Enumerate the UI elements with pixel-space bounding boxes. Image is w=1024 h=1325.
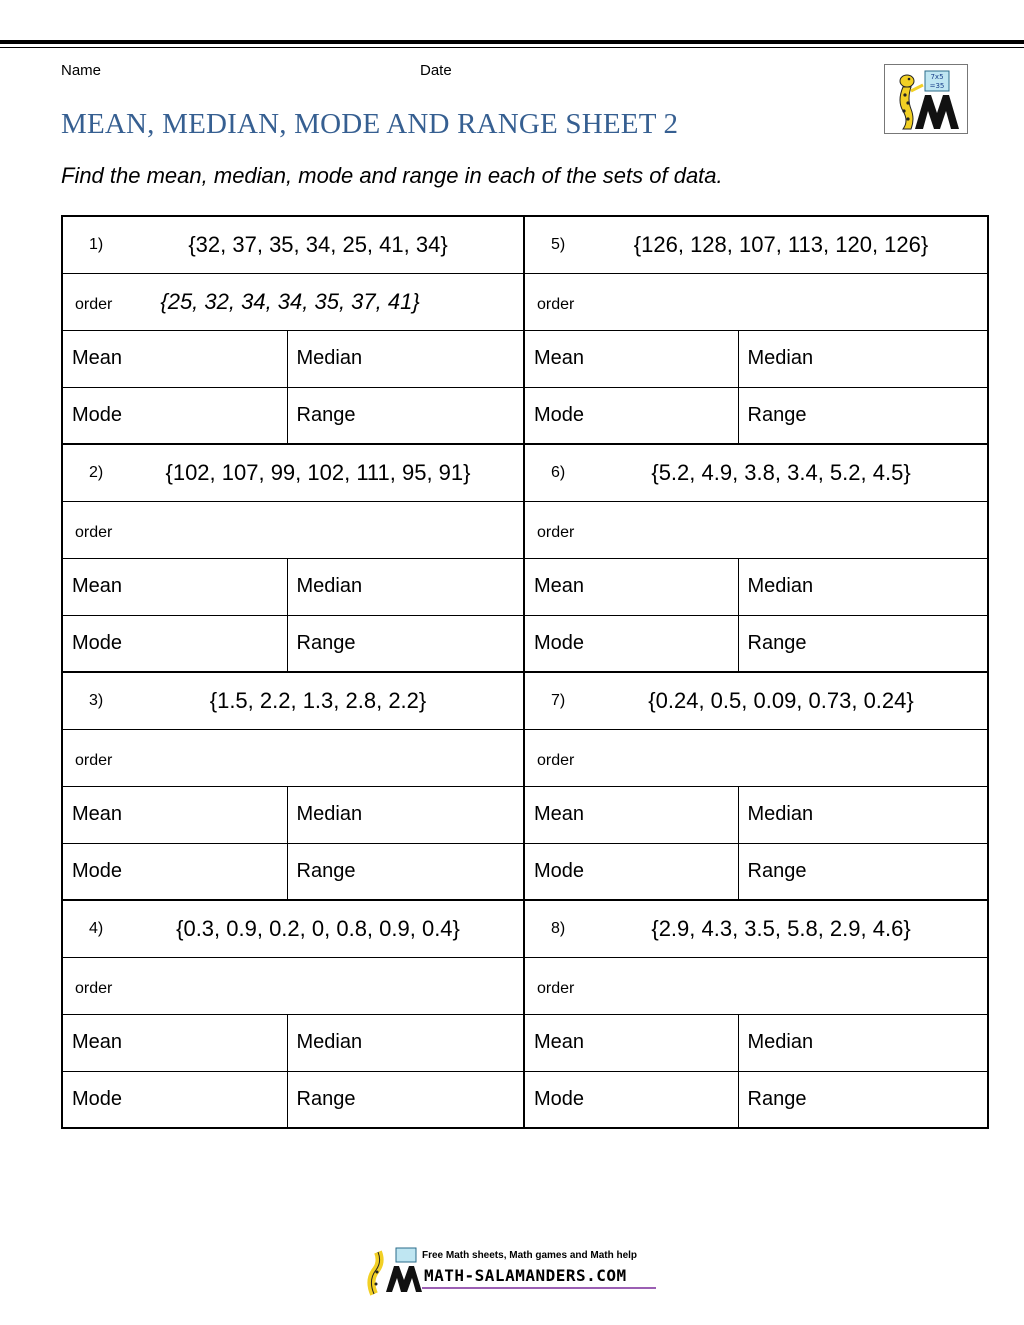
mean-label: Mean <box>72 347 123 369</box>
mode-label: Mode <box>534 1087 585 1110</box>
problem-3-header <box>62 672 524 729</box>
problem-number: 4) <box>89 919 104 937</box>
order-label: order <box>537 751 575 769</box>
mean-label: Mean <box>72 1031 123 1053</box>
problem-5-header <box>524 216 988 273</box>
mode-field[interactable] <box>62 615 287 672</box>
worksheet-table <box>61 215 989 1129</box>
data-set: {32, 37, 35, 34, 25, 41, 34} <box>188 231 448 257</box>
mode-field[interactable] <box>62 843 287 900</box>
range-field[interactable] <box>287 843 524 900</box>
footer-logo <box>366 1244 658 1296</box>
range-label: Range <box>747 403 807 426</box>
math-salamanders-logo <box>884 64 968 134</box>
mode-label: Mode <box>534 631 585 654</box>
problem-8-header <box>524 900 988 957</box>
problem-7-header <box>524 672 988 729</box>
range-label: Range <box>296 631 356 654</box>
mean-label: Mean <box>72 803 123 825</box>
svg-text:=35: =35 <box>929 82 945 90</box>
date-label: Date <box>420 62 452 79</box>
median-label: Median <box>296 1031 363 1053</box>
problem-number: 6) <box>551 463 566 481</box>
data-set: {0.24, 0.5, 0.09, 0.73, 0.24} <box>648 687 914 713</box>
problem-4-header <box>62 900 524 957</box>
name-label: Name <box>61 62 102 79</box>
mode-label: Mode <box>534 859 585 882</box>
mean-field[interactable] <box>62 558 287 615</box>
problem-number: 7) <box>551 691 566 709</box>
data-set: {102, 107, 99, 102, 111, 95, 91} <box>165 459 471 485</box>
mode-field[interactable] <box>524 1071 738 1128</box>
median-label: Median <box>747 347 814 369</box>
median-label: Median <box>747 1031 814 1053</box>
mode-label: Mode <box>72 1087 123 1110</box>
median-field[interactable] <box>287 330 524 387</box>
order-label: order <box>75 979 113 997</box>
mean-label: Mean <box>534 803 585 825</box>
range-field[interactable] <box>738 843 988 900</box>
salamander-logo-icon <box>885 65 967 133</box>
median-field[interactable] <box>287 786 524 843</box>
median-label: Median <box>747 803 814 825</box>
problem-number: 2) <box>89 463 104 481</box>
range-field[interactable] <box>287 1071 524 1128</box>
median-label: Median <box>296 575 363 597</box>
data-set: {5.2, 4.9, 3.8, 3.4, 5.2, 4.5} <box>651 459 911 485</box>
top-rule-thin <box>0 47 1024 48</box>
range-field[interactable] <box>738 1071 988 1128</box>
order-field[interactable] <box>62 957 524 1014</box>
order-answer: {25, 32, 34, 34, 35, 37, 41} <box>160 288 420 314</box>
order-label: order <box>537 523 575 541</box>
order-label: order <box>75 295 113 313</box>
problem-6-header <box>524 444 988 501</box>
range-label: Range <box>296 1087 356 1110</box>
median-field[interactable] <box>287 1014 524 1071</box>
mode-field[interactable] <box>524 387 738 444</box>
order-field[interactable] <box>62 501 524 558</box>
mode-label: Mode <box>72 859 123 882</box>
order-field[interactable] <box>524 729 988 786</box>
order-field[interactable] <box>524 273 988 330</box>
data-set: {0.3, 0.9, 0.2, 0, 0.8, 0.9, 0.4} <box>176 915 460 941</box>
median-label: Median <box>296 803 363 825</box>
top-rule-thick <box>0 40 1024 44</box>
order-label: order <box>537 295 575 313</box>
problem-1-header <box>62 216 524 273</box>
page-title: MEAN, MEDIAN, MODE AND RANGE SHEET 2 <box>61 108 679 140</box>
mean-label: Mean <box>534 347 585 369</box>
median-label: Median <box>747 575 814 597</box>
problem-2-header <box>62 444 524 501</box>
order-field[interactable] <box>62 273 524 330</box>
range-label: Range <box>296 859 356 882</box>
order-field[interactable] <box>62 729 524 786</box>
svg-text:7x5: 7x5 <box>930 73 944 81</box>
range-field[interactable] <box>287 615 524 672</box>
range-label: Range <box>747 1087 807 1110</box>
mean-field[interactable] <box>62 1014 287 1071</box>
median-field[interactable] <box>287 558 524 615</box>
range-label: Range <box>296 403 356 426</box>
mode-field[interactable] <box>524 615 738 672</box>
problem-number: 3) <box>89 691 104 709</box>
order-label: order <box>537 979 575 997</box>
footer-tagline: Free Math sheets, Math games and Math help <box>422 1250 638 1261</box>
data-set: {1.5, 2.2, 1.3, 2.8, 2.2} <box>209 687 427 713</box>
order-label: order <box>75 523 113 541</box>
range-label: Range <box>747 859 807 882</box>
mode-field[interactable] <box>524 843 738 900</box>
data-set: {2.9, 4.3, 3.5, 5.8, 2.9, 4.6} <box>651 915 911 941</box>
mode-label: Mode <box>534 403 585 426</box>
problem-number: 8) <box>551 919 566 937</box>
order-field[interactable] <box>524 957 988 1014</box>
mean-field[interactable] <box>62 330 287 387</box>
median-label: Median <box>296 347 363 369</box>
mean-label: Mean <box>534 575 585 597</box>
mean-label: Mean <box>534 1031 585 1053</box>
footer-site-link[interactable]: MATH-SALAMANDERS.COM <box>424 1266 627 1285</box>
mean-field[interactable] <box>524 558 738 615</box>
order-label: order <box>75 751 113 769</box>
mode-field[interactable] <box>62 387 287 444</box>
mean-field[interactable] <box>524 330 738 387</box>
mean-field[interactable] <box>62 786 287 843</box>
median-field[interactable] <box>738 330 988 387</box>
mean-label: Mean <box>72 575 123 597</box>
range-field[interactable] <box>287 387 524 444</box>
order-field[interactable] <box>524 501 988 558</box>
problem-number: 1) <box>89 235 104 253</box>
mode-field[interactable] <box>62 1071 287 1128</box>
range-field[interactable] <box>738 387 988 444</box>
mode-label: Mode <box>72 631 123 654</box>
mean-field[interactable] <box>524 786 738 843</box>
instructions: Find the mean, median, mode and range in each of the sets of data. <box>61 163 723 188</box>
range-field[interactable] <box>738 615 988 672</box>
median-field[interactable] <box>738 558 988 615</box>
data-set: {126, 128, 107, 113, 120, 126} <box>633 231 929 257</box>
median-field[interactable] <box>738 1014 988 1071</box>
range-label: Range <box>747 631 807 654</box>
mode-label: Mode <box>72 403 123 426</box>
problem-number: 5) <box>551 235 566 253</box>
mean-field[interactable] <box>524 1014 738 1071</box>
median-field[interactable] <box>738 786 988 843</box>
